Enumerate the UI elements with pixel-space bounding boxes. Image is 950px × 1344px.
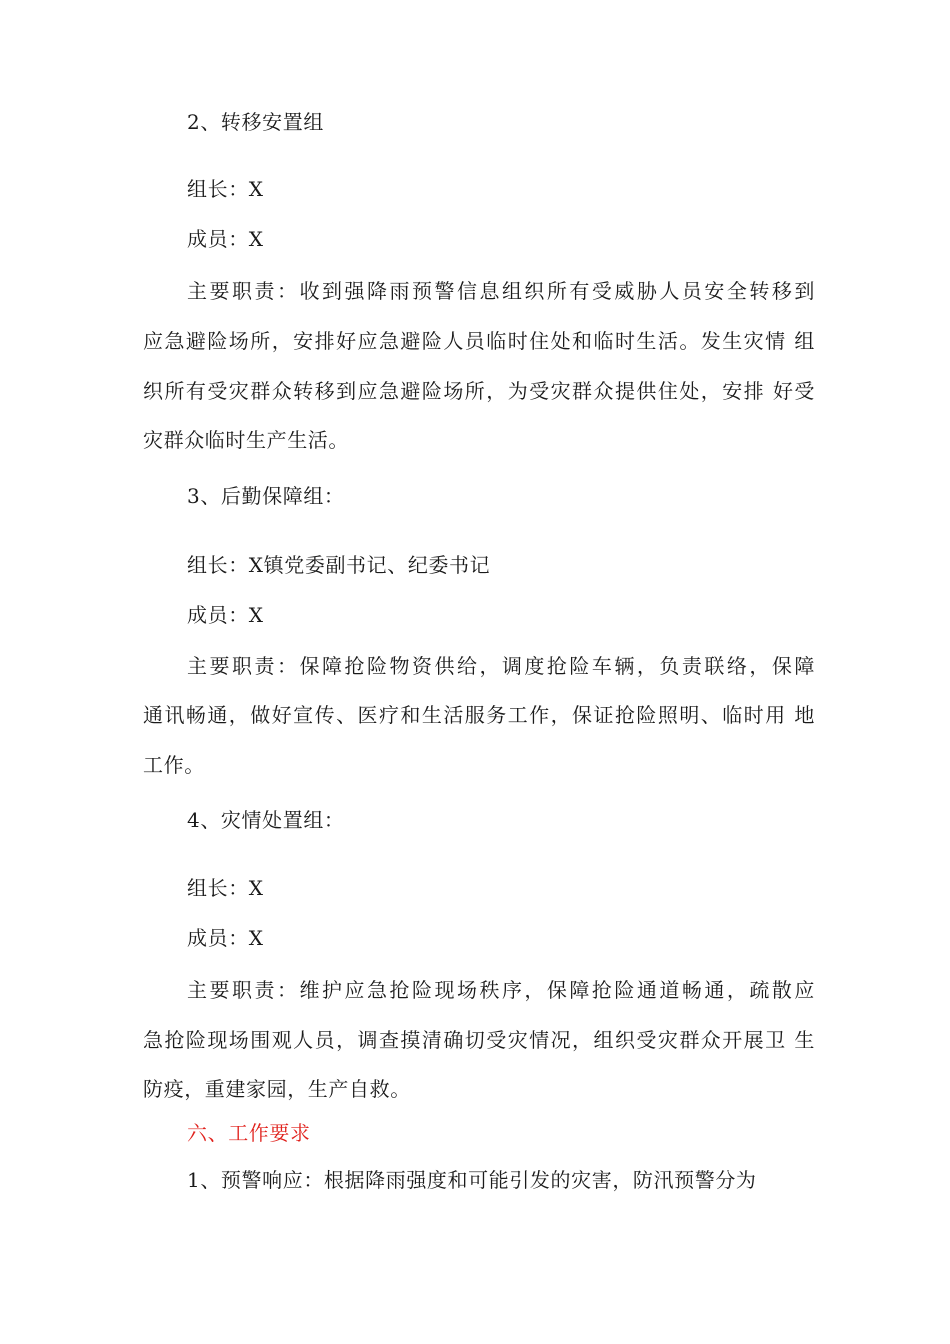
section-heading-work-requirements: 六、工作要求: [187, 1121, 311, 1145]
leader-line: 组长：X: [187, 177, 264, 201]
duties-line: 防疫，重建家园，生产自救。: [143, 1077, 411, 1101]
section-heading-logistics: 3、后勤保障组：: [187, 484, 345, 508]
leader-line: 组长：X: [187, 876, 264, 900]
requirement-item: 1、预警响应：根据降雨强度和可能引发的灾害，防汛预警分为: [187, 1168, 757, 1192]
duties-line: 急抢险现场围观人员，调查摸清确切受灾情况，组织受灾群众开展卫 生: [143, 1028, 815, 1052]
members-line: 成员：X: [187, 603, 264, 627]
duties-line: 工作。: [143, 753, 205, 777]
section-heading-disaster: 4、灾情处置组：: [187, 808, 345, 832]
duties-line: 主要职责：维护应急抢险现场秩序，保障抢险通道畅通，疏散应: [187, 978, 815, 1002]
duties-line: 织所有受灾群众转移到应急避险场所，为受灾群众提供住处，安排 好受: [143, 379, 815, 403]
members-line: 成员：X: [187, 926, 264, 950]
duties-line: 灾群众临时生产生活。: [143, 428, 349, 452]
duties-line: 主要职责：收到强降雨预警信息组织所有受威胁人员安全转移到: [187, 279, 815, 303]
leader-line: 组长：X镇党委副书记、纪委书记: [187, 553, 491, 577]
members-line: 成员：X: [187, 227, 264, 251]
section-heading-transfer: 2、转移安置组: [187, 110, 324, 134]
duties-line: 通讯畅通，做好宣传、医疗和生活服务工作，保证抢险照明、临时用 地: [143, 703, 815, 727]
duties-line: 主要职责：保障抢险物资供给，调度抢险车辆，负责联络，保障: [187, 654, 815, 678]
duties-line: 应急避险场所，安排好应急避险人员临时住处和临时生活。发生灾情 组: [143, 329, 815, 353]
